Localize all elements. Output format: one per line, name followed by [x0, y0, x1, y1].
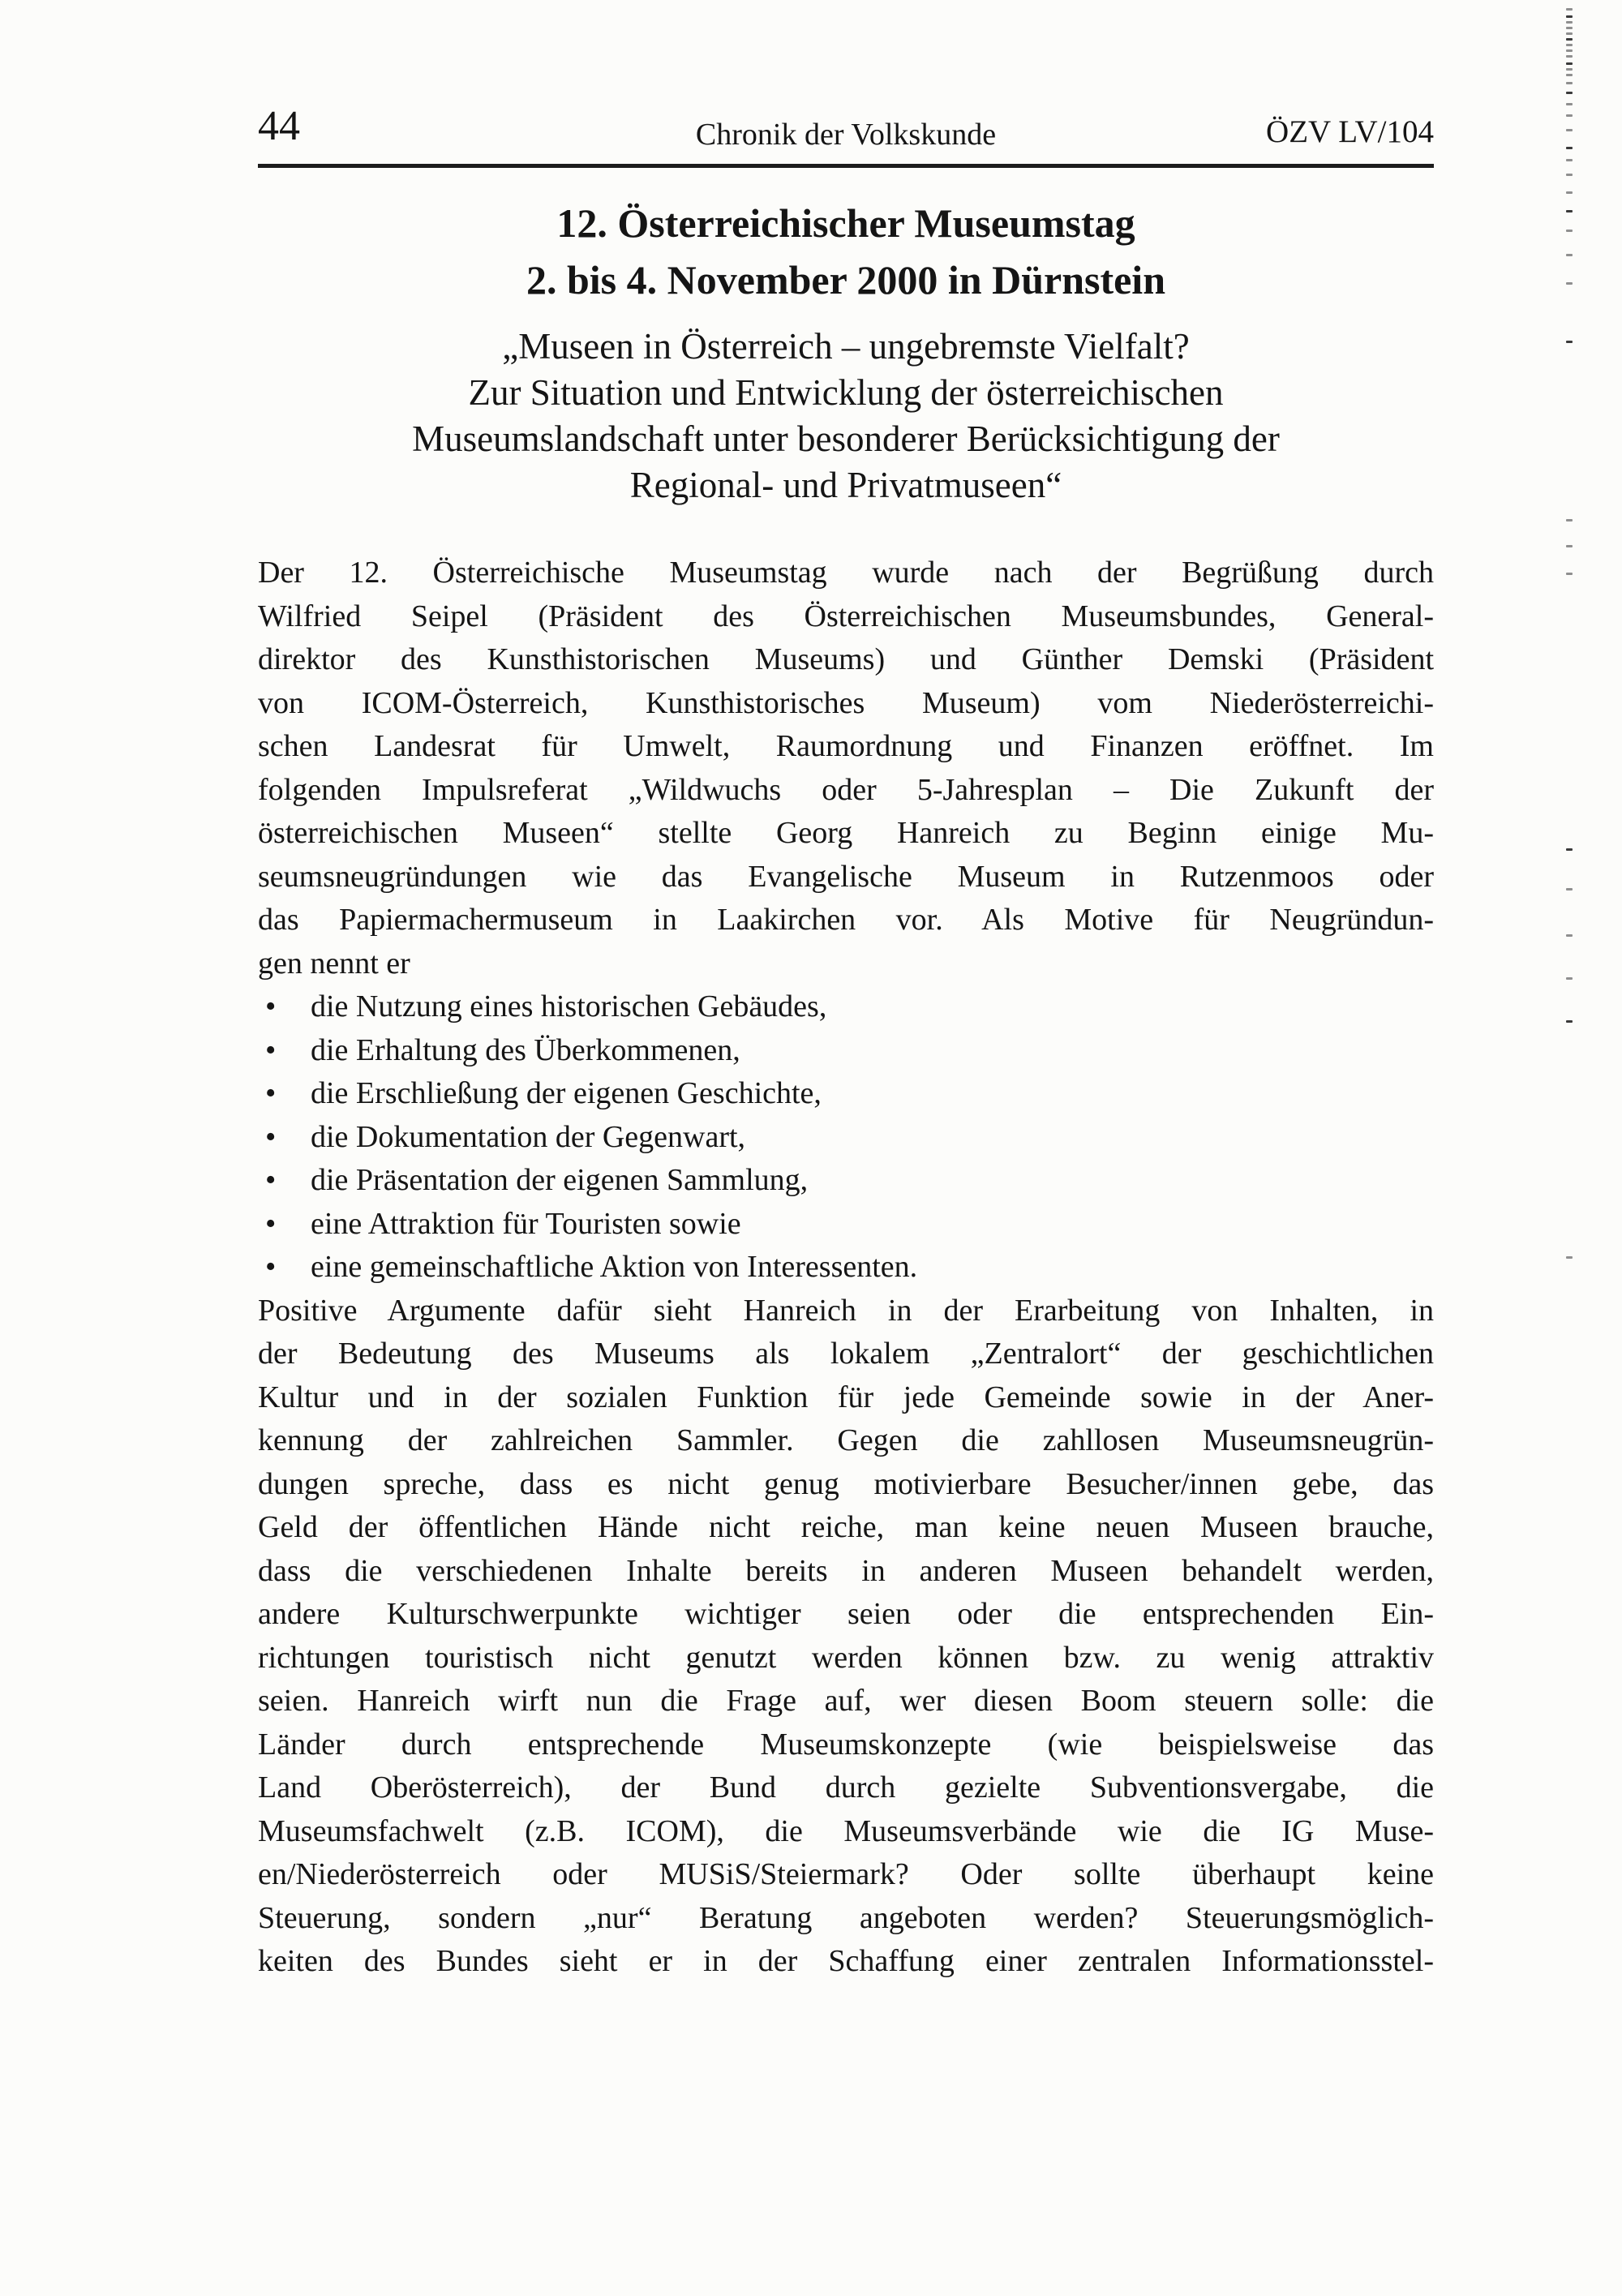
text-line: Museumsfachwelt (z.B. ICOM), die Museumsverbände wie die IG Muse- — [258, 1813, 1434, 1848]
text-line: folgenden Impulsreferat „Wildwuchs oder 5-Jahresplan – Die Zukunft der — [258, 772, 1434, 807]
scan-artifact-dash — [1566, 129, 1573, 131]
scan-artifact-dash — [1566, 82, 1573, 84]
bullet-icon: • — [265, 1032, 277, 1067]
text-line: Positive Argumente dafür sieht Hanreich in der Erarbeitung von Inhalten, in — [258, 1293, 1434, 1328]
scan-artifact-dash — [1566, 49, 1573, 52]
text-line: österreichischen Museen“ stellte Georg Hanreich zu Beginn einige Mu- — [258, 816, 1434, 850]
bullet-text: die Erschließung der eigenen Geschichte, — [311, 1076, 822, 1110]
bullet-icon: • — [265, 1163, 277, 1197]
scan-artifact-dash — [1566, 848, 1573, 851]
text-line: kennung der zahlreichen Sammler. Gegen die zahllosen Museumsneugrün- — [258, 1423, 1434, 1457]
scan-artifact-dash — [1566, 8, 1573, 11]
page-number: 44 — [258, 103, 300, 149]
scan-artifact-dash — [1566, 68, 1573, 71]
article-title-line-2: 2. bis 4. November 2000 in Dürnstein — [526, 257, 1165, 303]
scan-artifact-dash — [1566, 519, 1573, 521]
text-line: dungen spreche, dass es nicht genug motivierbare Besucher/innen gebe, das — [258, 1466, 1434, 1501]
running-title: Chronik der Volkskunde — [695, 118, 997, 152]
bullet-icon: • — [265, 1206, 277, 1241]
subtitle-line: Museumslandschaft unter besonderer Berücksichtigung der — [412, 418, 1280, 459]
scan-artifact-dash — [1566, 191, 1573, 194]
scan-artifact-dash — [1566, 888, 1573, 891]
scan-artifact-dash — [1566, 15, 1573, 18]
bullet-item — [258, 985, 1434, 1029]
text-line: Land Oberösterreich), der Bund durch gezielte Subventionsvergabe, die — [258, 1770, 1434, 1805]
scan-artifact-dash — [1566, 230, 1573, 232]
text-line: Geld der öffentlichen Hände nicht reiche, man keine neuen Museen brauche, — [258, 1510, 1434, 1544]
text-line: gen nennt er — [258, 946, 410, 981]
text-line: andere Kulturschwerpunkte wichtiger seien oder die entsprechenden Ein- — [258, 1597, 1434, 1631]
text-line: keiten des Bundes sieht er in der Schaffung einer zentralen Informationsstel- — [258, 1944, 1434, 1978]
bullet-text: die Erhaltung des Überkommenen, — [311, 1032, 740, 1067]
text-line: Wilfried Seipel (Präsident des Österreichischen Museumsbundes, General- — [258, 599, 1434, 633]
text-line: Kultur und in der sozialen Funktion für jede Gemeinde sowie in der Aner- — [258, 1380, 1434, 1414]
bullet-icon: • — [265, 1119, 277, 1154]
scan-artifact-dash — [1566, 174, 1573, 176]
bullet-item — [258, 1072, 1434, 1116]
article-subtitle — [258, 324, 1434, 509]
text-line: von ICOM-Österreich, Kunsthistorisches Museum) vom Niederösterreichi- — [258, 685, 1434, 720]
bullet-icon: • — [265, 989, 277, 1024]
scan-artifact-dash — [1566, 27, 1573, 29]
bullet-item — [258, 1116, 1434, 1160]
scan-artifact-dash — [1566, 341, 1573, 343]
scan-artifact-dash — [1566, 545, 1573, 547]
scan-artifact-dash — [1566, 55, 1573, 58]
text-line: schen Landesrat für Umwelt, Raumordnung und Finanzen eröffnet. Im — [258, 729, 1434, 763]
text-line: Der 12. Österreichische Museumstag wurde nach der Begrüßung durch — [258, 556, 1434, 590]
scan-artifact-dash — [1566, 1020, 1573, 1023]
scan-artifact-dash — [1566, 147, 1573, 149]
text-line: seumsneugründungen wie das Evangelische Museum in Rutzenmoos oder — [258, 859, 1434, 894]
header-rule — [258, 164, 1434, 168]
subtitle-line: Zur Situation und Entwicklung der österreichischen — [468, 372, 1224, 413]
bullet-icon: • — [265, 1250, 277, 1284]
article-title-line-1: 12. Österreichischer Museumstag — [556, 200, 1135, 246]
text-line: Steuerung, sondern „nur“ Beratung angeboten werden? Steuerungsmöglich- — [258, 1900, 1434, 1935]
scan-artifact-dash — [1566, 1256, 1573, 1259]
journal-issue-ref: ÖZV LV/104 — [1266, 114, 1434, 149]
bullet-text: die Nutzung eines historischen Gebäudes, — [311, 989, 827, 1024]
text-line: seien. Hanreich wirft nun die Frage auf, wer diesen Boom steuern solle: die — [258, 1684, 1434, 1718]
bullet-item — [258, 1246, 1434, 1290]
bullet-icon: • — [265, 1076, 277, 1110]
subtitle-line: Regional- und Privatmuseen“ — [629, 465, 1062, 505]
scan-artifact-dash — [1566, 573, 1573, 575]
scan-artifact-dash — [1566, 38, 1573, 41]
text-line: Länder durch entsprechende Museumskonzepte (wie beispielsweise das — [258, 1727, 1434, 1762]
scan-artifact-dash — [1566, 44, 1573, 46]
scan-artifact-dash — [1566, 32, 1573, 35]
bullet-item — [258, 1029, 1434, 1073]
article-title — [258, 195, 1434, 308]
text-line: en/Niederösterreich oder MUSiS/Steiermark? Oder sollte überhaupt keine — [258, 1857, 1434, 1891]
scan-artifact-dash — [1566, 21, 1573, 24]
scan-artifact-dash — [1566, 282, 1573, 285]
bullet-text: die Dokumentation der Gegenwart, — [311, 1119, 746, 1154]
bullet-item — [258, 1159, 1434, 1203]
text-line: das Papiermachermuseum in Laakirchen vor. Als Motive für Neugründun- — [258, 903, 1434, 937]
bullet-text: die Präsentation der eigenen Sammlung, — [311, 1163, 809, 1197]
scan-artifact-dash — [1566, 977, 1573, 980]
scan-artifact-dash — [1566, 934, 1573, 937]
scan-artifact-dash — [1566, 114, 1573, 117]
scan-artifact-dash — [1566, 92, 1573, 94]
text-line: richtungen touristisch nicht genutzt werden können bzw. zu wenig attraktiv — [258, 1640, 1434, 1675]
scan-artifact-dash — [1566, 210, 1573, 212]
scan-artifact-dash — [1566, 62, 1573, 65]
text-line: dass die verschiedenen Inhalte bereits in anderen Museen behandelt werden, — [258, 1553, 1434, 1588]
scan-artifact-dash — [1566, 254, 1573, 256]
bullet-text: eine gemeinschaftliche Aktion von Interessenten. — [311, 1250, 918, 1284]
bullet-item — [258, 1203, 1434, 1247]
scan-artifact-dash — [1566, 159, 1573, 161]
subtitle-line: „Museen in Österreich – ungebremste Vielfalt? — [502, 326, 1190, 367]
text-line: direktor des Kunsthistorischen Museums) und Günther Demski (Präsident — [258, 642, 1434, 676]
scan-artifact-dash — [1566, 103, 1573, 105]
text-line: der Bedeutung des Museums als lokalem „Zentralort“ der geschichtlichen — [258, 1337, 1434, 1371]
scan-artifact-dash — [1566, 74, 1573, 76]
bullet-text: eine Attraktion für Touristen sowie — [311, 1206, 741, 1241]
article-body — [258, 551, 1434, 1984]
